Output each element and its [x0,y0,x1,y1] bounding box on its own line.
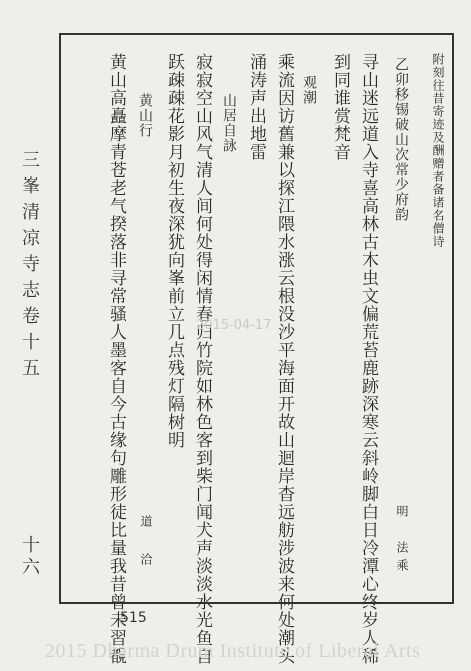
footer-credit: 2015 Dharma Drum Institute of Liberal Arts [45,640,421,662]
poem-title-1: 乙卯移锡破山次常少府韵 [393,57,409,222]
poem-2-line-2: 涌涛声出地雷 [246,53,266,161]
margin-book-title: 三峯清凉寺志卷十五 [19,150,40,384]
author-2: 道 洽 [139,515,153,571]
poem-3-line-2: 跃疎疎花影月初生夜深犹向峯前立几点残灯隔树明 [164,53,184,449]
date-watermark: 2015-04-17 [196,318,272,333]
poem-title-3: 山居自詠 [221,93,237,153]
poem-2-line-1: 乘流因访舊兼以探江隈水涨云根没沙平海面开故山迴岸杳远舫涉波来何处潮头 [274,53,294,665]
poem-title-4: 黄山行 [137,93,153,138]
author-1: 明 法乘 [395,505,409,577]
poem-4-line-1: 黄山高矗摩青苍老气揆落非寻常骚人墨客自今古缘句雕形徒比量我昔曾未習覩 [106,53,126,665]
page-number: 515 [120,610,147,626]
poem-title-2: 观潮 [301,75,317,105]
poem-1-line-2: 到同谁赏梵音 [330,53,350,161]
poem-1-line-1: 寻山迷远道入寺喜高林古木虫文偏荒苔鹿跡深寒云斜岭脚白日冷潭心终岁人稀 [358,53,378,665]
margin-folio: 十六 [19,535,40,579]
column-header: 附刻往昔寄迹及酬赠者备诸名僧诗 [431,53,445,248]
poem-3-line-1: 寂寂空山风气清人间何处得闲情春归竹院如林色客到柴门闻犬声淡淡水光鱼自 [192,53,212,665]
